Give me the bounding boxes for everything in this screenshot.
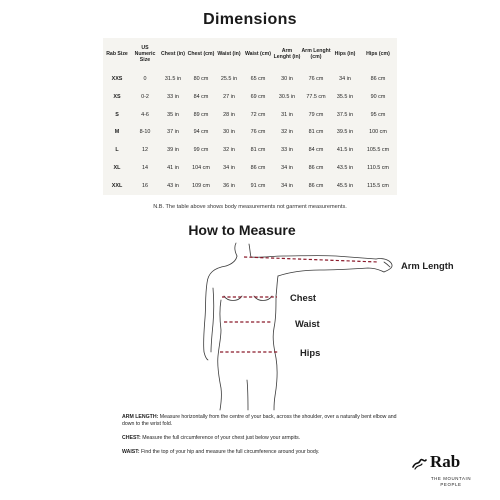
cell: 104 cm xyxy=(192,165,210,172)
cell: 27 in xyxy=(223,93,235,100)
cell: 34 in xyxy=(281,165,293,172)
cell: 94 cm xyxy=(193,129,209,136)
cell: 37.5 in xyxy=(336,111,354,118)
cell: 34 in xyxy=(339,75,351,82)
cell-size: S xyxy=(115,111,119,118)
cell: 0-2 xyxy=(141,93,149,100)
header-hips-cm: Hips (cm) xyxy=(366,50,390,57)
cell: 77.5 cm xyxy=(306,93,326,100)
cell: 110.5 cm xyxy=(367,165,389,172)
cell: 41 in xyxy=(167,165,179,172)
cell: 4-6 xyxy=(141,111,149,118)
chest-label: Chest xyxy=(290,292,317,303)
header-chest-cm: Chest (cm) xyxy=(187,50,215,57)
instruction-arm xyxy=(122,414,400,428)
cell: 100 cm xyxy=(369,129,387,136)
cell: 31.5 in xyxy=(164,75,182,82)
cell: 86 cm xyxy=(370,75,386,82)
cell: 30 in xyxy=(223,129,235,136)
instruction-term: ARM LENGTH: xyxy=(122,414,159,420)
cell: 39.5 in xyxy=(336,129,354,136)
cell: 84 cm xyxy=(308,147,324,154)
leg-divide xyxy=(247,380,248,410)
cell: 109 cm xyxy=(192,183,210,190)
cell: 31 in xyxy=(281,111,293,118)
torso-right xyxy=(273,296,277,410)
mountain-logo-icon xyxy=(412,455,432,471)
header-arm-in: Arm Lenght (in) xyxy=(273,47,301,60)
cell: 0 xyxy=(143,75,147,82)
cell: 30 in xyxy=(281,75,293,82)
cell: 79 cm xyxy=(308,111,324,118)
measure-instructions xyxy=(122,414,400,462)
cell: 37 in xyxy=(167,129,179,136)
neck-left xyxy=(226,256,237,266)
cell: 43.5 in xyxy=(336,165,354,172)
cell-size: XS xyxy=(113,93,121,100)
cell: 33 in xyxy=(281,147,293,154)
hips-label: Hips xyxy=(300,347,321,358)
cell: 69 cm xyxy=(250,93,266,100)
header-us-size: US Numeric Size xyxy=(134,44,156,64)
cell: 8-10 xyxy=(139,129,151,136)
arm-length-label: Arm Length xyxy=(401,260,454,271)
cell: 35 in xyxy=(167,111,179,118)
finger xyxy=(384,262,390,267)
cell-size: XL xyxy=(113,165,121,172)
cell-size: M xyxy=(114,129,120,136)
cell: 34 in xyxy=(281,183,293,190)
head-outline xyxy=(235,243,237,256)
cell: 65 cm xyxy=(250,75,266,82)
cell: 33 in xyxy=(167,93,179,100)
cell: 32 in xyxy=(281,129,293,136)
header-arm-cm: Arm Lenght (cm) xyxy=(301,47,331,60)
cell: 72 cm xyxy=(250,111,266,118)
cell: 28 in xyxy=(223,111,235,118)
cell: 41.5 in xyxy=(336,147,354,154)
page-title: Dimensions xyxy=(203,11,297,28)
cell-size: XXL xyxy=(111,183,123,190)
body-measurement-note: N.B. The table above shows body measurements not garment measurements. xyxy=(153,204,347,210)
cell: 105.5 cm xyxy=(366,147,390,154)
instruction-text: Measure horizontally from the centre of your back, across the shoulder, over a naturally bent elbow and down to the wrist fold. xyxy=(122,414,397,428)
instruction-term: CHEST: xyxy=(122,434,141,441)
cell: 95 cm xyxy=(370,111,386,118)
cell: 14 xyxy=(142,165,148,172)
cell: 86 cm xyxy=(250,165,266,172)
cell: 43 in xyxy=(167,183,179,190)
cell: 34 in xyxy=(223,165,235,172)
instruction-waist xyxy=(122,449,400,456)
cell: 16 xyxy=(142,183,148,190)
cell: 25.5 in xyxy=(220,75,238,82)
cell: 12 xyxy=(142,147,148,154)
cell: 81 cm xyxy=(250,147,266,154)
neck-right xyxy=(249,244,251,257)
instruction-term: WAIST: xyxy=(122,448,140,455)
right-shoulder-top xyxy=(251,256,376,259)
cell: 76 cm xyxy=(308,75,324,82)
header-waist-in: Waist (in) xyxy=(217,50,241,57)
cell: 39 in xyxy=(167,147,179,154)
logo-wordmark: Rab xyxy=(430,452,461,471)
header-waist-cm: Waist (cm) xyxy=(244,50,272,57)
cell: 30.5 in xyxy=(278,93,296,100)
left-arm-inner xyxy=(211,288,214,352)
cell: 91 cm xyxy=(250,183,266,190)
cell: 115.5 cm xyxy=(367,183,389,190)
cell: 90 cm xyxy=(370,93,386,100)
cell: 80 cm xyxy=(193,75,209,82)
cell: 99 cm xyxy=(193,147,209,154)
right-arm-bottom xyxy=(278,268,384,276)
logo-tagline xyxy=(412,476,490,488)
waist-label: Waist xyxy=(295,318,320,329)
cell: 86 cm xyxy=(308,183,324,190)
cell: 45.5 in xyxy=(336,183,354,190)
logo-tagline-line1: THE MOUNTAIN xyxy=(430,476,472,481)
cell: 35.5 in xyxy=(336,93,354,100)
cell-size: L xyxy=(115,147,119,154)
left-shoulder xyxy=(204,266,226,360)
cell: 36 in xyxy=(223,183,235,190)
how-to-measure-title-text: How to Measure xyxy=(188,222,296,238)
cell: 86 cm xyxy=(308,165,324,172)
cell: 32 in xyxy=(223,147,235,154)
cell-size: XXS xyxy=(111,75,123,82)
instruction-text: Measure the full circumference of your chest just below your armpits. xyxy=(142,434,301,441)
instruction-text: Find the top of your hip and measure the full circumference around your body. xyxy=(141,448,320,455)
cell: 81 cm xyxy=(308,129,324,136)
cell: 89 cm xyxy=(193,111,209,118)
cell: 76 cm xyxy=(250,129,266,136)
logo-tagline-line2: PEOPLE xyxy=(440,482,462,487)
header-hips-in: Hips (in) xyxy=(334,50,356,57)
torso-left xyxy=(218,300,222,410)
cell: 84 cm xyxy=(193,93,209,100)
header-rab-size: Rab Size xyxy=(106,50,128,57)
header-chest-in: Chest (in) xyxy=(161,50,185,57)
armpit xyxy=(276,276,278,296)
instruction-chest xyxy=(122,435,400,442)
